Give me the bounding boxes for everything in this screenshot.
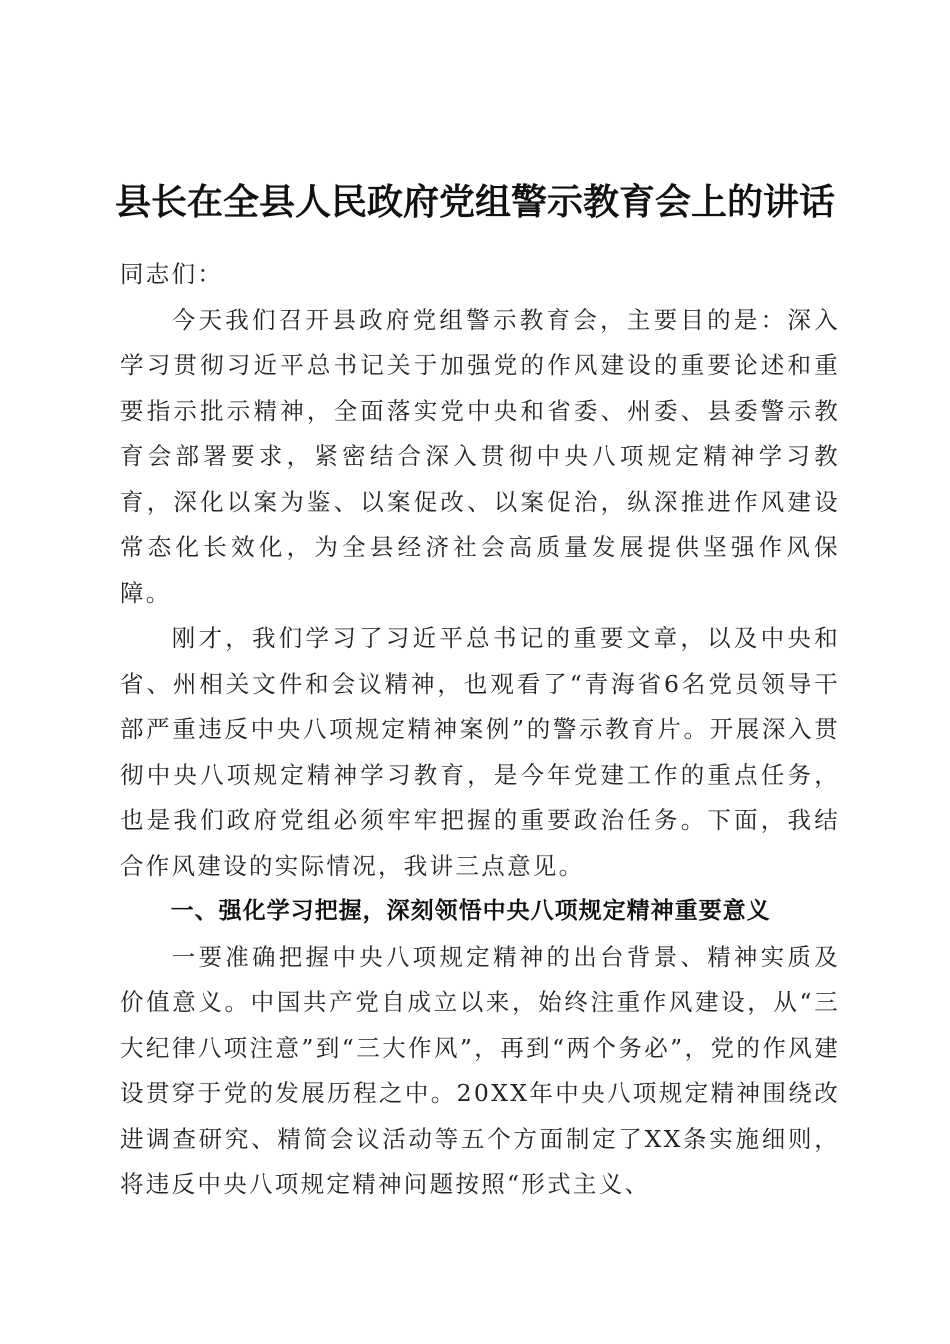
document-title: 县长在全县人民政府党组警示教育会上的讲话	[114, 181, 835, 223]
section-heading: 一、强化学习把握，深刻领悟中央八项规定精神重要意义	[170, 898, 771, 924]
paragraph-1: 今天我们召开县政府党组警示教育会，主要目的是：深入学习贯彻习近平总书记关于加强党的作风建设的重要论述和重要指示批示精神，全面落实党中央和省委、州委、县委警示教育会部署要求，紧密结合深入贯彻中央八项规定精神学习教育，深化以案为鉴、以案促改、以案促治，纵深推进作风建设常态化长效化，为全县经济社会高质量发展提供坚强作风保障。	[120, 305, 840, 607]
section-paragraph: 一要准确把握中央八项规定精神的出台背景、精神实质及价值意义。中国共产党自成立以来，始终注重作风建设，从“三大纪律八项注意”到“三大作风”，再到“两个务必”，党的作风建设贯穿于党的发展历程之中。20XX年中央八项规定精神围绕改进调查研究、精简会议活动等五个方面制定了XX条实施细则，将违反中央八项规定精神问题按照“形式主义、	[120, 942, 840, 1198]
salutation: 同志们：	[120, 260, 224, 288]
paragraph-2: 刚才，我们学习了习近平总书记的重要文章，以及中央和省、州相关文件和会议精神，也观看了“青海省6名党员领导干部严重违反中央八项规定精神案例”的警示教育片。开展深入贯彻中央八项规定精神学习教育，是今年党建工作的重点任务，也是我们政府党组必须牢牢把握的重要政治任务。下面，我结合作风建设的实际情况，我讲三点意见。	[120, 624, 840, 880]
document-body	[120, 252, 840, 1208]
